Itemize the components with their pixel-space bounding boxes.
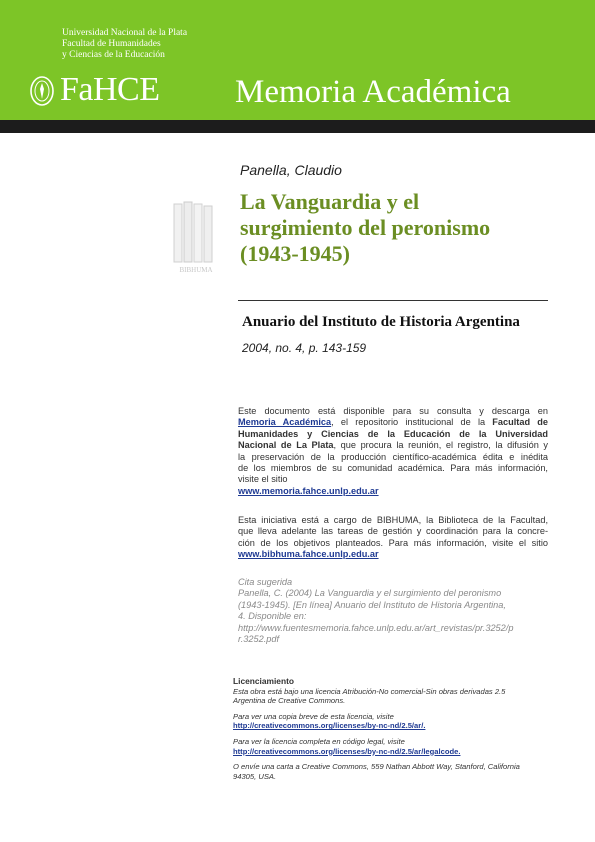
text-line: visite el sitio xyxy=(238,474,288,485)
text-line: Este documento está disponible para su consulta y descarga en xyxy=(238,406,548,416)
citation-label: Cita sugerida xyxy=(238,577,293,587)
university-line: Universidad Nacional de la Plata xyxy=(62,28,188,38)
citation-url-line[interactable]: r.3252.pdf xyxy=(238,634,280,645)
text-span: , que procura la reunión, el registro, la difusión y xyxy=(333,440,549,451)
memoria-link[interactable]: Memoria Académica xyxy=(238,417,332,428)
text-line: Humanidades y Ciencias de la Educación de la Universidad xyxy=(238,428,548,439)
text-line xyxy=(238,440,548,451)
license-heading: Licenciamiento xyxy=(233,676,294,686)
text-line xyxy=(238,417,548,428)
repository-title: Memoria Académica xyxy=(235,74,511,110)
author-name: Panella, Claudio xyxy=(240,162,342,178)
license-text: Esta obra está bajo una licencia Atribución-No comercial-Sin obras derivadas 2.5 xyxy=(233,686,506,696)
university-line: y Ciencias de la Educación xyxy=(62,50,165,60)
university-seal-icon xyxy=(29,75,55,107)
citation-block xyxy=(238,577,548,645)
books-logo-icon xyxy=(166,198,226,278)
title-line: (1943-1945) xyxy=(240,241,350,266)
availability-paragraph xyxy=(238,406,548,497)
volume-info: 2004, no. 4, p. 143-159 xyxy=(242,341,367,355)
journal-name: Anuario del Instituto de Historia Argentina xyxy=(242,314,520,330)
university-lines xyxy=(62,28,187,61)
citation-line: 4. Disponible en: xyxy=(238,611,307,622)
article-title xyxy=(240,189,560,267)
title-line: surgimiento del peronismo xyxy=(240,215,491,240)
title-rule xyxy=(238,300,548,301)
memoria-url-link[interactable]: www.memoria.fahce.unlp.edu.ar xyxy=(238,485,379,496)
text-line: de los miembros de su comunidad académica. Para más información, xyxy=(238,463,548,474)
fahce-brand: FaHCE xyxy=(60,71,160,108)
license-copy-link[interactable]: http://creativecommons.org/licenses/by-nc-nd/2.5/ar/. xyxy=(233,721,426,731)
citation-line: Panella, C. (2004) La Vanguardia y el surgimiento del peronismo xyxy=(238,588,502,599)
license-copy-label: Para ver una copia breve de esta licencia, visite xyxy=(233,711,394,721)
header-divider xyxy=(0,120,595,133)
title-line: La Vanguardia y el xyxy=(240,189,420,214)
citation-line: (1943-1945). [En línea] Anuario del Instituto de Historia Argentina, xyxy=(238,599,506,610)
text-line: ción de los objetivos planteados. Para más información, visite el sitio xyxy=(238,537,548,548)
text-span: , el repositorio institucional de la xyxy=(331,417,493,428)
text-span: Nacional de La Plata xyxy=(238,440,334,451)
text-span: Facultad de xyxy=(492,417,548,428)
citation-url-line[interactable]: http://www.fuentesmemoria.fahce.unlp.edu.ar/art_revistas/pr.3252/p xyxy=(238,622,514,633)
license-mail-text: O envíe una carta a Creative Commons, 559 Nathan Abbott Way, Stanford, California xyxy=(233,762,520,772)
license-text: Argentina de Creative Commons. xyxy=(233,696,346,706)
license-full-label: Para ver la licencia completa en código legal, visite xyxy=(233,736,405,746)
bibhuma-logo-text: BIBHUMA xyxy=(179,266,213,274)
text-line: Esta iniciativa está a cargo de BIBHUMA, la Biblioteca de la Facultad, xyxy=(238,515,548,525)
license-full-link[interactable]: http://creativecommons.org/licenses/by-nc-nd/2.5/ar/legalcode. xyxy=(233,746,461,756)
university-line: Facultad de Humanidades xyxy=(62,39,161,49)
initiative-paragraph xyxy=(238,515,548,561)
license-block xyxy=(233,677,553,781)
license-mail-text: 94305, USA. xyxy=(233,771,277,781)
bibhuma-url-link[interactable]: www.bibhuma.fahce.unlp.edu.ar xyxy=(238,549,379,560)
header-banner xyxy=(0,0,595,120)
text-line: que lleva adelante las tareas de gestión y coordinación para la concre- xyxy=(238,526,548,537)
text-line: la preservación de la producción científico-académica édita e inédita xyxy=(238,451,548,462)
